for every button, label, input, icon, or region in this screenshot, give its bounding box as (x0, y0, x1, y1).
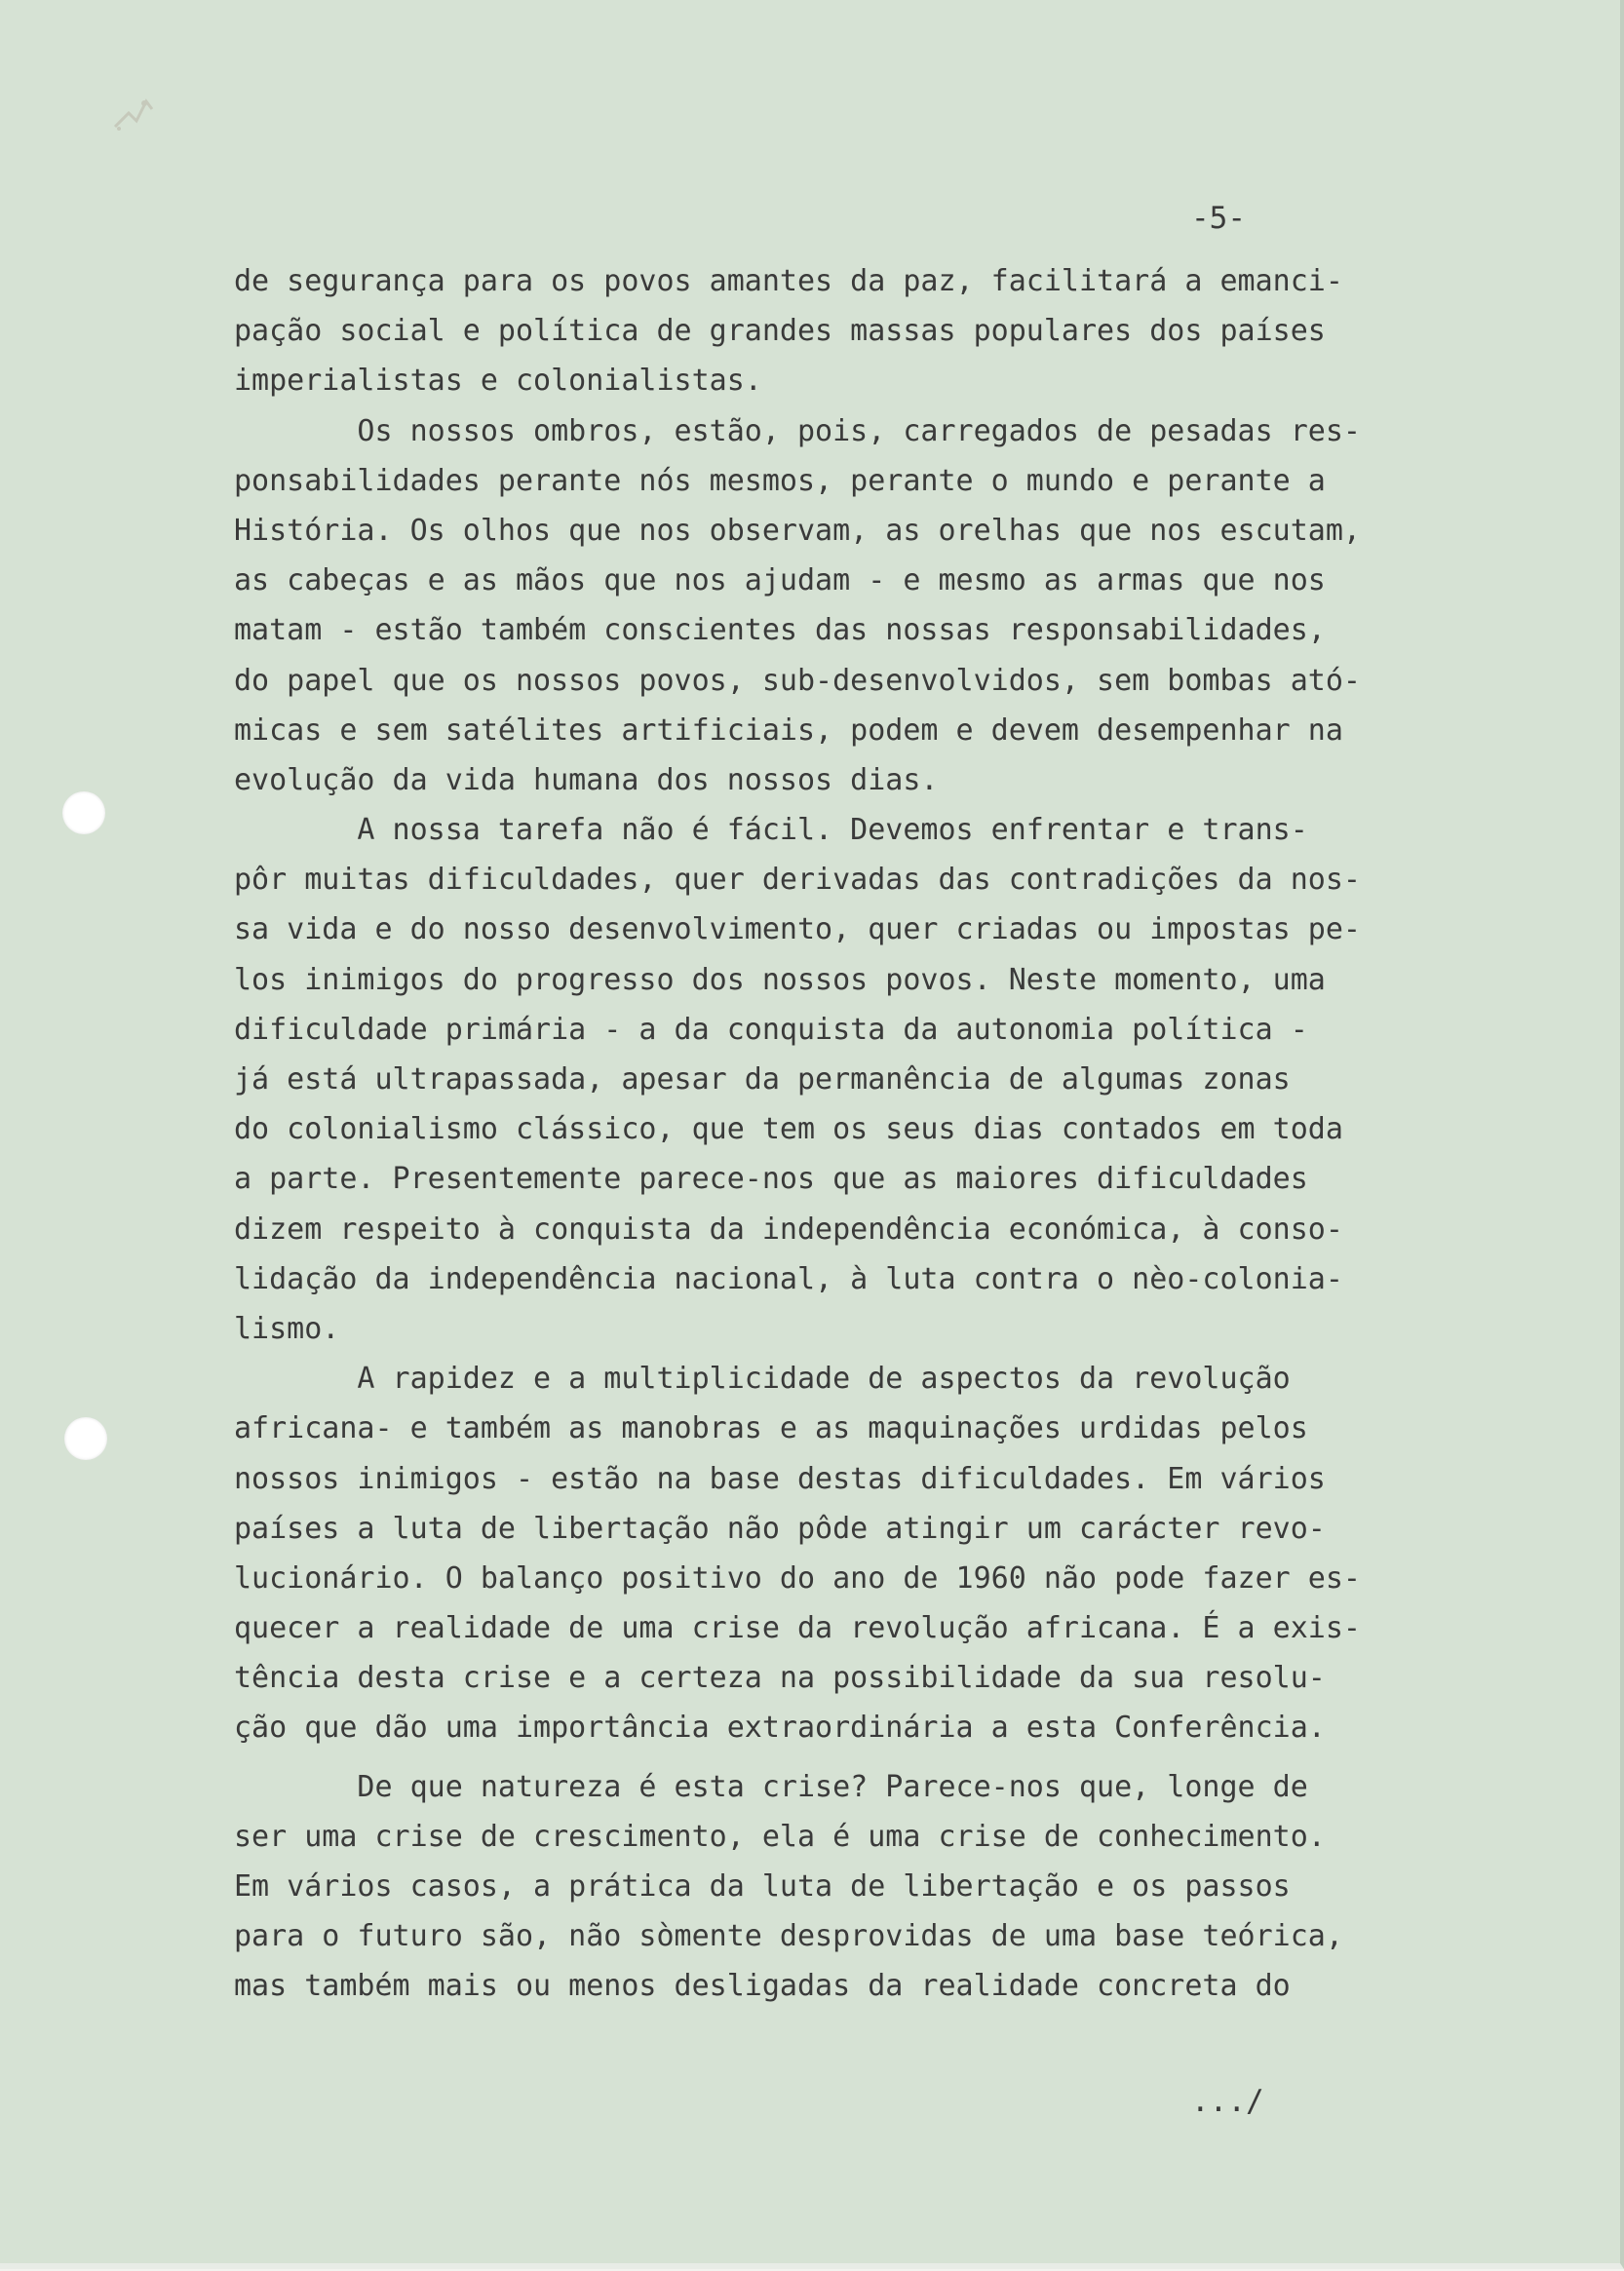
continuation-mark: .../ (1191, 2084, 1264, 2119)
text-line: já está ultrapassada, apesar da permanência de algumas zonas (234, 1062, 1291, 1097)
paragraph-3 (234, 805, 1501, 1354)
text-line: para o futuro são, não sòmente desprovidas de uma base teórica, (234, 1919, 1343, 1954)
text-line: africana- e também as manobras e as maquinações urdidas pelos (234, 1411, 1308, 1446)
text-line: nossos inimigos - estão na base destas dificuldades. Em vários (234, 1461, 1326, 1496)
text-line: ser uma crise de crescimento, ela é uma crise de conhecimento. (234, 1819, 1326, 1854)
paragraph-2 (234, 406, 1501, 806)
punch-hole-top (62, 791, 105, 834)
text-line: los inimigos do progresso dos nossos povos. Neste momento, uma (234, 962, 1326, 997)
text-line: evolução da vida humana dos nossos dias. (234, 762, 939, 797)
text-line: sa vida e do nosso desenvolvimento, quer criadas ou impostas pe- (234, 912, 1361, 947)
text-line: imperialistas e colonialistas. (234, 364, 762, 399)
ink-smudge-mark (107, 84, 166, 142)
typewritten-text (234, 256, 1501, 2012)
text-line: a parte. Presentemente parece-nos que as maiores dificuldades (234, 1162, 1308, 1197)
text-line: Em vários casos, a prática da luta de libertação e os passos (234, 1869, 1291, 1904)
paragraph-gap (234, 1753, 1501, 1762)
text-line: pação social e política de grandes massas populares dos países (234, 314, 1326, 349)
text-line: ponsabilidades perante nós mesmos, perante o mundo e perante a (234, 463, 1326, 498)
text-line: do papel que os nossos povos, sub-desenvolvidos, sem bombas ató- (234, 663, 1361, 698)
paragraph-1 (234, 256, 1501, 406)
text-line: lidação da independência nacional, à luta contra o nèo-colonia- (234, 1261, 1343, 1296)
text-line: História. Os olhos que nos observam, as orelhas que nos escutam, (234, 513, 1361, 548)
text-line: ção que dão uma importância extraordinária a esta Conferência. (234, 1711, 1326, 1746)
text-line: mas também mais ou menos desligadas da realidade concreta do (234, 1969, 1291, 2004)
text-line: quecer a realidade de uma crise da revolução africana. É a exis- (234, 1611, 1361, 1646)
text-line: pôr muitas dificuldades, quer derivadas das contradições da nos- (234, 863, 1361, 898)
text-line: as cabeças e as mãos que nos ajudam - e mesmo as armas que nos (234, 563, 1326, 598)
text-line: micas e sem satélites artificiais, podem e devem desempenhar na (234, 712, 1343, 748)
page-number: -5- (1191, 201, 1246, 236)
text-line: matam - estão também conscientes das nossas responsabilidades, (234, 613, 1326, 648)
text-line: lismo. (234, 1311, 340, 1346)
text-line: tência desta crise e a certeza na possibilidade da sua resolu- (234, 1661, 1326, 1696)
paragraph-4 (234, 1354, 1501, 1753)
text-line: países a luta de libertação não pôde atingir um carácter revo- (234, 1511, 1326, 1546)
text-line: dificuldade primária - a da conquista da autonomia política - (234, 1012, 1308, 1047)
punch-hole-bottom (64, 1417, 107, 1460)
text-line: De que natureza é esta crise? Parece-nos que, longe de (234, 1769, 1308, 1804)
text-line: do colonialismo clássico, que tem os seus dias contados em toda (234, 1112, 1343, 1147)
text-line: lucionário. O balanço positivo do ano de 1960 não pode fazer es- (234, 1560, 1361, 1596)
paragraph-5 (234, 1762, 1501, 2012)
text-line: de segurança para os povos amantes da paz, facilitará a emanci- (234, 264, 1343, 298)
text-line: Os nossos ombros, estão, pois, carregados de pesadas res- (234, 413, 1361, 448)
text-line: A nossa tarefa não é fácil. Devemos enfrentar e trans- (234, 813, 1308, 848)
text-line: A rapidez e a multiplicidade de aspectos da revolução (234, 1362, 1291, 1397)
text-line: dizem respeito à conquista da independência económica, à conso- (234, 1212, 1343, 1247)
